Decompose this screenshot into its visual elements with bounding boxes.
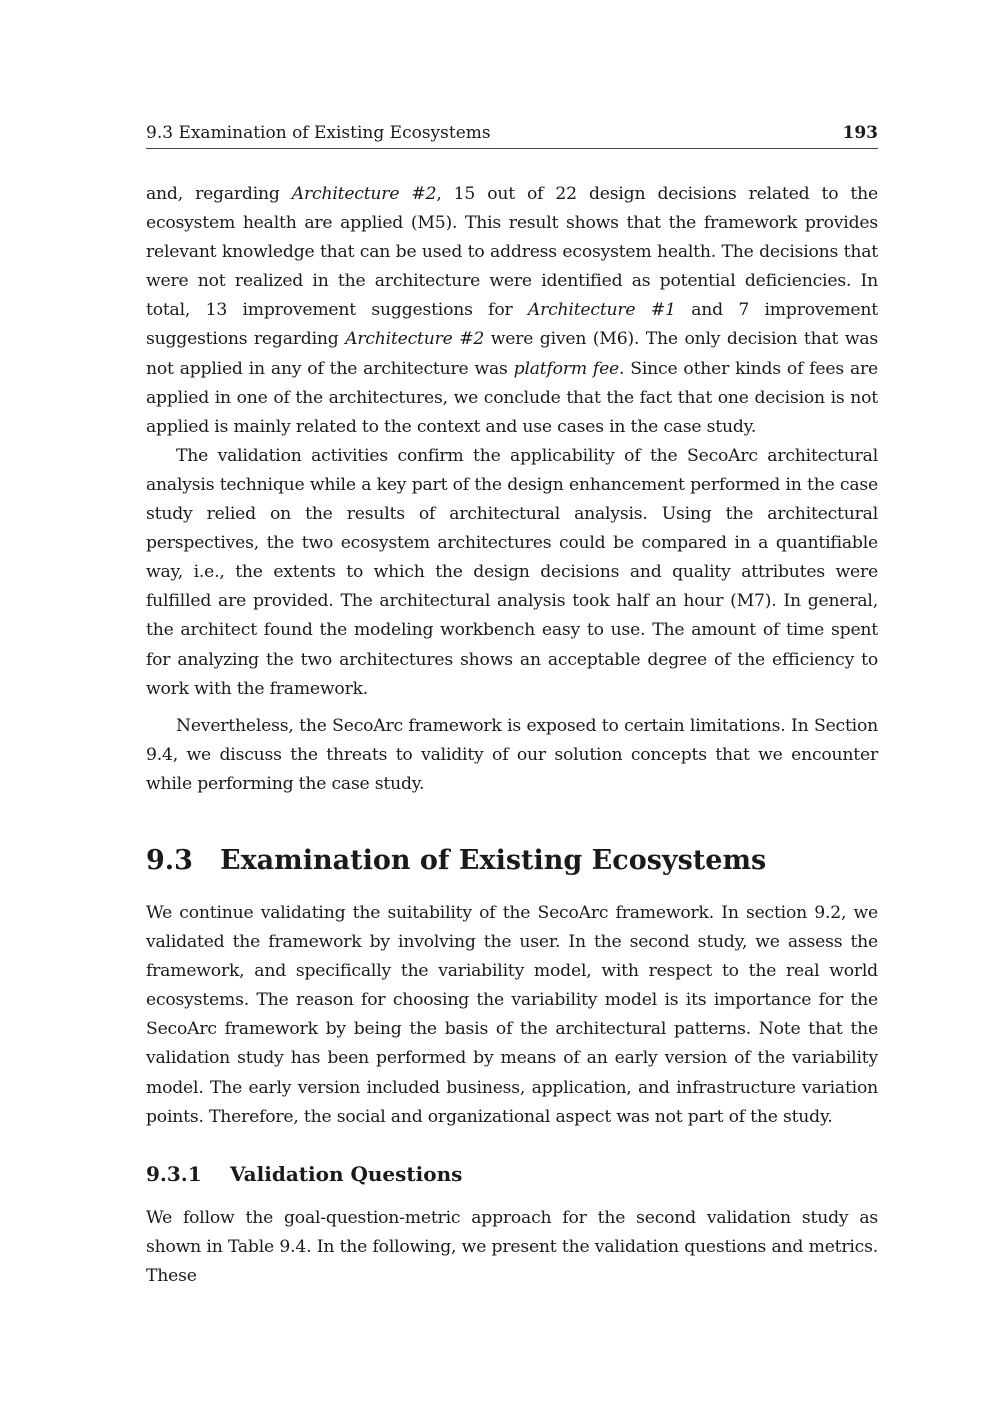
subsection-title: Validation Questions: [230, 1161, 463, 1186]
emphasis-architecture-1: Architecture #1: [527, 300, 676, 321]
paragraph-gqm-approach: We follow the goal-question-metric approach for the second validation study as shown in Table 9.4. In the following, we present the validation questions and metrics. These: [146, 1207, 878, 1286]
emphasis-platform-fee: platform fee: [513, 358, 620, 379]
page-number: 193: [842, 123, 878, 143]
subsection-heading: [146, 1160, 878, 1188]
paragraph-validation-activities: The validation activities confirm the applicability of the SecoArc architectural analysis technique while a key part of the design enhancement performed in the case study relied on the results of architectural analysis. Using the architectural perspectives, the two ecosystem architectures could be compared in a quantifiable way, i.e., the extents to which the design decisions and quality attributes were fulfilled are provided. The architectural analysis took half an hour (M7). In general, the architect found the modeling workbench easy to use. The amount of time spent for analyzing the two architectures shows an acceptable degree of the efficiency to work with the framework.: [146, 445, 878, 699]
body-text: [146, 180, 878, 1291]
text-run: , 15 out of 22 design decisions related to the ecosystem health are applied (M5). This result shows that the framework provides relevant knowledge that can be used to address ecosystem health. The decisions that were not realized in the architecture were identified as potential deficiencies. In total, 13 improvement suggestions for: [146, 184, 878, 321]
running-header: [146, 121, 878, 149]
text-run: . Since other kinds of fees are applied in one of the architectures, we conclude that the fact that one decision is not applied is mainly related to the context and use cases in the case study.: [146, 358, 878, 437]
emphasis-architecture-2: Architecture #2: [345, 329, 485, 350]
emphasis-architecture-2: Architecture #2: [291, 184, 437, 204]
text-run: were given (M6). The only decision that was not applied in any of the architecture was: [146, 329, 878, 379]
text-run: and 7 improvement suggestions regarding: [146, 300, 878, 350]
section-title: Examination of Existing Ecosystems: [220, 844, 767, 876]
subsection-number: 9.3.1: [146, 1161, 202, 1186]
paragraph-section-intro: We continue validating the suitability of the SecoArc framework. In section 9.2, we validated the framework by involving the user. In the second study, we assess the framework, and specifically the variability model, with respect to the real world ecosystems. The reason for choosing the variability model is its importance for the SecoArc framework by being the basis of the architectural patterns. Note that the validation study has been performed by means of an early version of the variability model. The early version included business, application, and infrastructure variation points. Therefore, the social and organizational aspect was not part of the study.: [146, 902, 878, 1127]
text-run: and, regarding: [146, 184, 292, 204]
section-number: 9.3: [146, 844, 193, 876]
section-heading: [146, 843, 878, 879]
running-header-title: 9.3 Examination of Existing Ecosystems: [146, 123, 491, 143]
paragraph-limitations: Nevertheless, the SecoArc framework is exposed to certain limitations. In Section 9.4, we discuss the threats to validity of our solution concepts that we encounter while performing the case study.: [146, 715, 878, 794]
paragraph-continuation: [146, 180, 878, 442]
